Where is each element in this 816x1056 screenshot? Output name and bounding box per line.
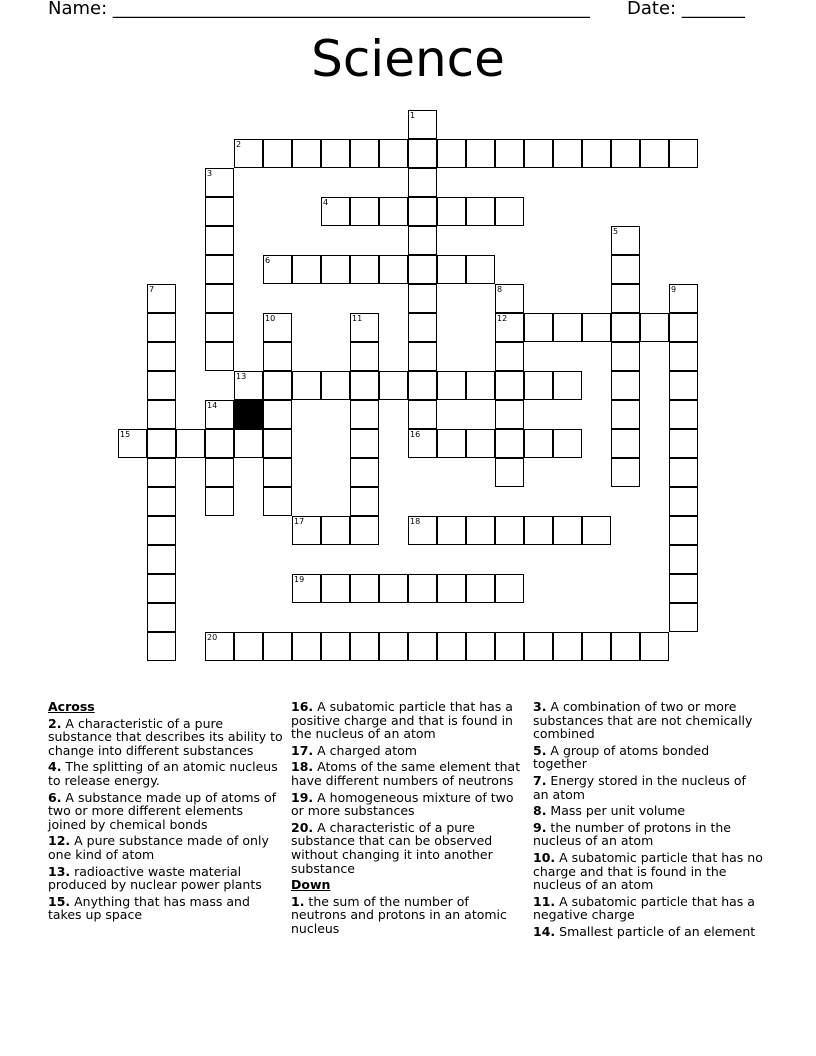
- grid-cell[interactable]: [350, 632, 379, 661]
- clue-number: 16.: [291, 699, 314, 714]
- grid-cell[interactable]: [495, 313, 524, 342]
- grid-cell[interactable]: [408, 226, 437, 255]
- clue-text: Smallest particle of an element: [555, 923, 756, 939]
- clue-text: A homogeneous mixture of two or more substances: [291, 789, 514, 819]
- grid-cell[interactable]: [263, 139, 292, 168]
- clue-item: [48, 717, 284, 758]
- grid-cell[interactable]: [669, 371, 698, 400]
- grid-cell[interactable]: [263, 313, 292, 342]
- grid-cell[interactable]: [379, 197, 408, 226]
- grid-cell[interactable]: [553, 313, 582, 342]
- grid-cell[interactable]: [147, 429, 176, 458]
- grid-cell[interactable]: [495, 429, 524, 458]
- date-line: _______: [681, 0, 745, 19]
- clue-item: [291, 895, 523, 936]
- grid-cell[interactable]: [321, 516, 350, 545]
- name-label: Name:: [48, 0, 108, 19]
- grid-cell[interactable]: [669, 574, 698, 603]
- clue-item: [291, 700, 523, 741]
- grid-cell[interactable]: [205, 632, 234, 661]
- clue-number: 17.: [291, 742, 314, 758]
- cell-number: 2: [236, 140, 242, 149]
- grid-cell[interactable]: [205, 168, 234, 197]
- grid-cell[interactable]: [379, 632, 408, 661]
- grid-cell[interactable]: [350, 139, 379, 168]
- grid-cell[interactable]: [292, 255, 321, 284]
- clue-number: 13.: [48, 863, 71, 879]
- cell-number: 15: [120, 430, 131, 439]
- clue-item: [533, 821, 765, 848]
- grid-cell[interactable]: [263, 255, 292, 284]
- grid-cell[interactable]: [205, 342, 234, 371]
- grid-cell[interactable]: [582, 516, 611, 545]
- grid-cell[interactable]: [669, 313, 698, 342]
- clue-number: 5.: [533, 742, 547, 758]
- clue-number: 3.: [533, 699, 547, 714]
- clue-number: 1.: [291, 893, 305, 909]
- clue-text: radioactive waste material produced by nuclear power plants: [48, 863, 262, 893]
- grid-cell[interactable]: [408, 139, 437, 168]
- grid-cell[interactable]: [611, 400, 640, 429]
- grid-cell[interactable]: [669, 458, 698, 487]
- grid-cell[interactable]: [669, 342, 698, 371]
- grid-cell[interactable]: [582, 139, 611, 168]
- grid-cell[interactable]: [408, 255, 437, 284]
- grid-cell[interactable]: [176, 429, 205, 458]
- name-line: _____________________________________________________: [112, 0, 590, 19]
- clue-item: [48, 834, 284, 861]
- grid-cell[interactable]: [669, 429, 698, 458]
- grid-cell[interactable]: [350, 487, 379, 516]
- grid-cell[interactable]: [524, 632, 553, 661]
- grid-cell[interactable]: [611, 371, 640, 400]
- cell-number: 10: [265, 314, 276, 323]
- grid-cell[interactable]: [495, 371, 524, 400]
- clue-item: [533, 774, 765, 801]
- cell-number: 3: [207, 169, 213, 178]
- grid-cell[interactable]: [263, 458, 292, 487]
- grid-cell[interactable]: [147, 574, 176, 603]
- grid-cell[interactable]: [611, 313, 640, 342]
- clue-item: [533, 700, 765, 741]
- grid-cell[interactable]: [669, 400, 698, 429]
- grid-cell[interactable]: [147, 342, 176, 371]
- grid-cell[interactable]: [466, 255, 495, 284]
- grid-cell[interactable]: [205, 255, 234, 284]
- clue-number: 18.: [291, 759, 314, 775]
- grid-cell[interactable]: [147, 545, 176, 574]
- clue-number: 4.: [48, 759, 62, 775]
- clue-text: A charged atom: [313, 742, 417, 758]
- grid-cell[interactable]: [611, 429, 640, 458]
- grid-cell[interactable]: [408, 110, 437, 139]
- grid-cell[interactable]: [437, 632, 466, 661]
- grid-cell[interactable]: [147, 458, 176, 487]
- cell-number: 5: [613, 227, 619, 236]
- grid-cell[interactable]: [437, 255, 466, 284]
- grid-cell[interactable]: [350, 197, 379, 226]
- grid-cell[interactable]: [321, 574, 350, 603]
- cell-number: 16: [410, 430, 421, 439]
- clue-text: A substance made up of atoms of two or more different elements joined by chemical bonds: [48, 789, 277, 832]
- grid-cell[interactable]: [495, 516, 524, 545]
- grid-cell[interactable]: [582, 313, 611, 342]
- clue-number: 14.: [533, 923, 556, 939]
- grid-cell[interactable]: [205, 197, 234, 226]
- cell-number: 1: [410, 111, 416, 120]
- clue-column-1: [48, 700, 284, 925]
- grid-cell[interactable]: [437, 371, 466, 400]
- grid-cell[interactable]: [147, 603, 176, 632]
- grid-cell[interactable]: [292, 574, 321, 603]
- clue-number: 11.: [533, 893, 556, 909]
- grid-cell[interactable]: [205, 429, 234, 458]
- grid-cell[interactable]: [234, 632, 263, 661]
- grid-cell[interactable]: [408, 400, 437, 429]
- grid-cell[interactable]: [263, 342, 292, 371]
- clue-text: A subatomic particle that has a negative charge: [533, 893, 755, 923]
- clue-number: 6.: [48, 789, 62, 805]
- clue-number: 20.: [291, 819, 314, 835]
- grid-cell[interactable]: [466, 371, 495, 400]
- grid-cell[interactable]: [147, 632, 176, 661]
- grid-cell[interactable]: [553, 139, 582, 168]
- clue-item: [291, 791, 523, 818]
- grid-cell[interactable]: [437, 429, 466, 458]
- grid-cell[interactable]: [321, 632, 350, 661]
- grid-cell[interactable]: [292, 516, 321, 545]
- grid-cell[interactable]: [408, 574, 437, 603]
- clue-text: Energy stored in the nucleus of an atom: [533, 772, 746, 802]
- cell-number: 17: [294, 517, 305, 526]
- across-heading: Across: [48, 699, 95, 714]
- grid-cell[interactable]: [611, 284, 640, 313]
- clue-item: [291, 821, 523, 875]
- clue-text: A combination of two or more substances that are not chemically combined: [533, 699, 753, 742]
- cell-number: 18: [410, 517, 421, 526]
- grid-cell[interactable]: [205, 400, 234, 429]
- grid-cell[interactable]: [437, 197, 466, 226]
- clue-item: [533, 895, 765, 922]
- grid-cell[interactable]: [205, 487, 234, 516]
- grid-cell[interactable]: [263, 632, 292, 661]
- clue-number: 10.: [533, 849, 556, 865]
- clue-text: A group of atoms bonded together: [533, 742, 710, 772]
- grid-cell[interactable]: [321, 255, 350, 284]
- grid-cell[interactable]: [321, 139, 350, 168]
- grid-cell[interactable]: [263, 487, 292, 516]
- grid-cell[interactable]: [350, 400, 379, 429]
- grid-cell[interactable]: [495, 574, 524, 603]
- grid-cell[interactable]: [205, 226, 234, 255]
- grid-cell[interactable]: [466, 632, 495, 661]
- grid-cell[interactable]: [611, 342, 640, 371]
- grid-cell[interactable]: [582, 632, 611, 661]
- clue-item: [533, 851, 765, 892]
- grid-cell[interactable]: [553, 632, 582, 661]
- grid-cell[interactable]: [379, 371, 408, 400]
- grid-cell[interactable]: [408, 371, 437, 400]
- clue-item: [48, 895, 284, 922]
- grid-cell[interactable]: [263, 371, 292, 400]
- grid-cell[interactable]: [263, 400, 292, 429]
- grid-cell[interactable]: [118, 429, 147, 458]
- grid-cell[interactable]: [466, 574, 495, 603]
- clue-number: 12.: [48, 833, 71, 849]
- black-cell: [234, 400, 263, 429]
- clue-column-2: [291, 700, 523, 939]
- grid-cell[interactable]: [408, 313, 437, 342]
- cell-number: 4: [323, 198, 329, 207]
- grid-cell[interactable]: [524, 139, 553, 168]
- grid-cell[interactable]: [524, 516, 553, 545]
- grid-cell[interactable]: [408, 342, 437, 371]
- grid-cell[interactable]: [669, 139, 698, 168]
- clue-text: A characteristic of a pure substance that can be observed without changing it into another substance: [291, 819, 493, 876]
- grid-cell[interactable]: [495, 400, 524, 429]
- grid-cell[interactable]: [234, 429, 263, 458]
- cell-number: 20: [207, 633, 218, 642]
- grid-cell[interactable]: [408, 284, 437, 313]
- clue-number: 7.: [533, 772, 547, 788]
- grid-cell[interactable]: [147, 400, 176, 429]
- grid-cell[interactable]: [379, 139, 408, 168]
- grid-cell[interactable]: [524, 371, 553, 400]
- grid-cell[interactable]: [495, 197, 524, 226]
- grid-cell[interactable]: [350, 458, 379, 487]
- grid-cell[interactable]: [437, 139, 466, 168]
- clue-number: 2.: [48, 715, 62, 731]
- cell-number: 7: [149, 285, 155, 294]
- clue-item: [533, 744, 765, 771]
- grid-cell[interactable]: [408, 429, 437, 458]
- clue-text: Mass per unit volume: [546, 803, 686, 819]
- grid-cell[interactable]: [495, 632, 524, 661]
- grid-cell[interactable]: [321, 371, 350, 400]
- grid-cell[interactable]: [553, 516, 582, 545]
- grid-cell[interactable]: [234, 371, 263, 400]
- clue-number: 19.: [291, 789, 314, 805]
- grid-cell[interactable]: [147, 313, 176, 342]
- grid-cell[interactable]: [379, 574, 408, 603]
- grid-cell[interactable]: [292, 632, 321, 661]
- grid-cell[interactable]: [437, 516, 466, 545]
- grid-cell[interactable]: [611, 226, 640, 255]
- grid-cell[interactable]: [147, 371, 176, 400]
- grid-cell[interactable]: [640, 313, 669, 342]
- grid-cell[interactable]: [524, 313, 553, 342]
- grid-cell[interactable]: [205, 284, 234, 313]
- grid-cell[interactable]: [611, 458, 640, 487]
- down-heading: Down: [291, 877, 331, 893]
- grid-cell[interactable]: [292, 139, 321, 168]
- cell-number: 8: [497, 285, 503, 294]
- grid-cell[interactable]: [669, 603, 698, 632]
- grid-cell[interactable]: [379, 255, 408, 284]
- grid-cell[interactable]: [669, 487, 698, 516]
- clue-text: Anything that has mass and takes up space: [48, 893, 250, 923]
- clue-item: [48, 791, 284, 832]
- grid-cell[interactable]: [640, 139, 669, 168]
- grid-cell[interactable]: [147, 516, 176, 545]
- grid-cell[interactable]: [147, 487, 176, 516]
- cell-number: 14: [207, 401, 218, 410]
- grid-cell[interactable]: [669, 545, 698, 574]
- grid-cell[interactable]: [408, 516, 437, 545]
- clue-number: 8.: [533, 803, 547, 819]
- clue-text: the number of protons in the nucleus of an atom: [533, 819, 731, 849]
- clue-text: A subatomic particle that has no charge and that is found in the nucleus of an atom: [533, 849, 763, 893]
- grid-cell[interactable]: [350, 429, 379, 458]
- grid-cell[interactable]: [321, 197, 350, 226]
- grid-cell[interactable]: [611, 139, 640, 168]
- clue-text: The splitting of an atomic nucleus to release energy.: [48, 759, 278, 788]
- grid-cell[interactable]: [495, 342, 524, 371]
- grid-cell[interactable]: [350, 255, 379, 284]
- grid-cell[interactable]: [466, 139, 495, 168]
- grid-cell[interactable]: [350, 342, 379, 371]
- clue-text: A pure substance made of only one kind of atom: [48, 833, 269, 862]
- grid-cell[interactable]: [234, 139, 263, 168]
- clue-text: the sum of the number of neutrons and protons in an atomic nucleus: [291, 893, 507, 936]
- grid-cell[interactable]: [263, 429, 292, 458]
- grid-cell[interactable]: [408, 632, 437, 661]
- clue-item: [533, 925, 765, 939]
- clue-text: A subatomic particle that has a positive charge and that is found in the nucleus of an atom: [291, 699, 513, 742]
- grid-cell[interactable]: [408, 197, 437, 226]
- grid-cell[interactable]: [350, 371, 379, 400]
- clue-text: Atoms of the same element that have different numbers of neutrons: [291, 759, 521, 788]
- grid-cell[interactable]: [553, 429, 582, 458]
- cell-number: 9: [671, 285, 677, 294]
- page-title: Science: [311, 30, 505, 88]
- grid-cell[interactable]: [466, 197, 495, 226]
- clue-item: [533, 804, 765, 818]
- grid-cell[interactable]: [611, 255, 640, 284]
- grid-cell[interactable]: [669, 284, 698, 313]
- grid-cell[interactable]: [205, 458, 234, 487]
- clue-number: 15.: [48, 893, 71, 909]
- grid-cell[interactable]: [640, 632, 669, 661]
- grid-cell[interactable]: [553, 371, 582, 400]
- clue-number: 9.: [533, 819, 547, 835]
- grid-cell[interactable]: [292, 371, 321, 400]
- cell-number: 13: [236, 372, 247, 381]
- grid-cell[interactable]: [466, 429, 495, 458]
- grid-cell[interactable]: [495, 284, 524, 313]
- grid-cell[interactable]: [466, 516, 495, 545]
- clue-item: [48, 760, 284, 787]
- clue-column-3: [533, 700, 765, 942]
- clue-text: A characteristic of a pure substance that describes its ability to change into different substances: [48, 715, 283, 758]
- grid-cell[interactable]: [147, 284, 176, 313]
- clue-item: [291, 760, 523, 787]
- grid-cell[interactable]: [408, 168, 437, 197]
- grid-cell[interactable]: [524, 429, 553, 458]
- cell-number: 11: [352, 314, 363, 323]
- grid-cell[interactable]: [437, 574, 466, 603]
- grid-cell[interactable]: [350, 574, 379, 603]
- grid-cell[interactable]: [205, 313, 234, 342]
- date-label: Date:: [627, 0, 677, 19]
- cell-number: 19: [294, 575, 305, 584]
- grid-cell[interactable]: [350, 313, 379, 342]
- grid-cell[interactable]: [495, 139, 524, 168]
- grid-cell[interactable]: [611, 632, 640, 661]
- cell-number: 12: [497, 314, 508, 323]
- clue-item: [48, 865, 284, 892]
- grid-cell[interactable]: [495, 458, 524, 487]
- clue-item: [291, 744, 523, 758]
- cell-number: 6: [265, 256, 271, 265]
- grid-cell[interactable]: [350, 516, 379, 545]
- grid-cell[interactable]: [669, 516, 698, 545]
